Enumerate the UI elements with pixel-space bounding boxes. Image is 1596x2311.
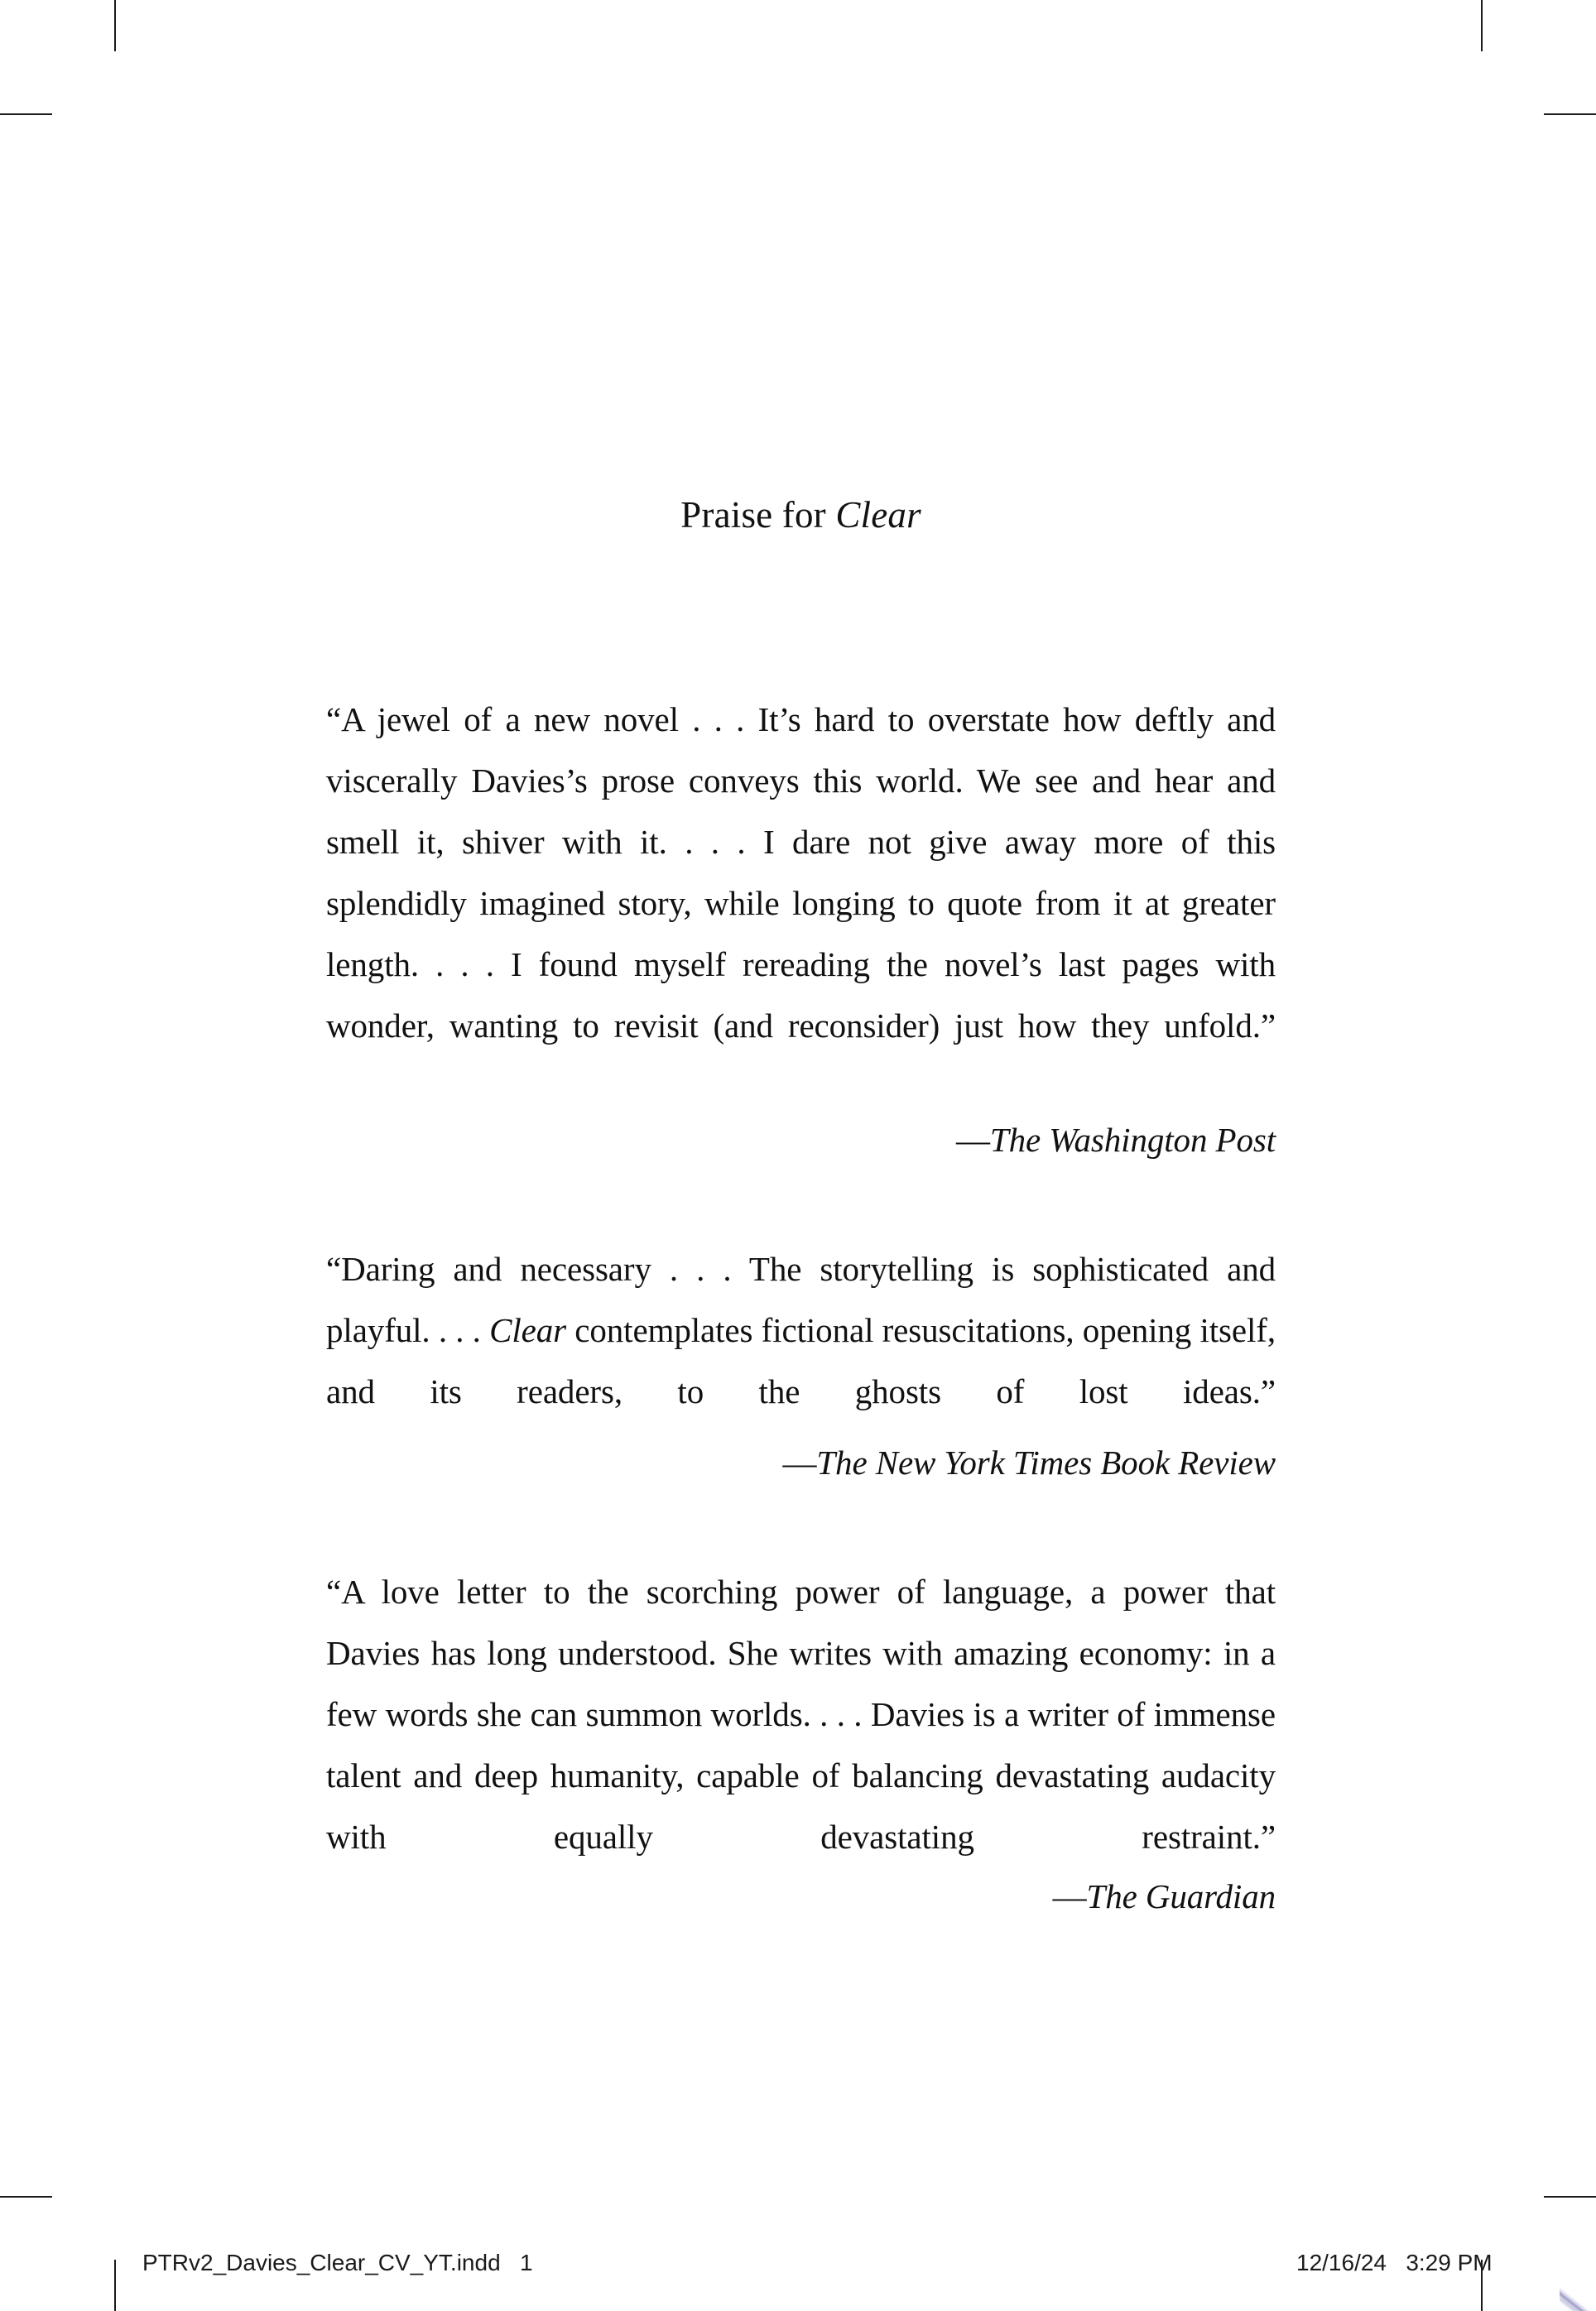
attribution-source: The Washington Post <box>989 1121 1276 1159</box>
crop-mark-bottom-right-horizontal <box>1544 2196 1596 2198</box>
crop-mark-top-left-vertical <box>114 0 116 51</box>
blurb-attribution <box>326 1109 1276 1170</box>
blurb-text-part-2: contemplates fictional resuscitations, opening itself, and its readers, to the ghosts of lost ideas.” <box>326 1311 1276 1410</box>
corner-fold-shadow <box>1560 2296 1588 2311</box>
attribution-dash: — <box>955 1121 990 1159</box>
crop-mark-top-left-horizontal <box>0 113 52 115</box>
blurb-text-part-1: “A love letter to the scorching power of language, a power that Davies has long understood. She writes with amazing economy: in a few words she can summon worlds. . . . Davies is a writer of immense talent and deep humanity, capable of balancing devastating audacity with equally devastating restraint.” <box>326 1573 1276 1856</box>
page-title <box>326 495 1276 536</box>
blurb-attribution <box>326 1432 1276 1493</box>
blurb-quote-text <box>326 689 1276 1117</box>
crop-mark-bottom-left-vertical <box>114 2260 116 2311</box>
footer-filename: PTRv2_Davies_Clear_CV_YT.indd 1 <box>142 2250 533 2275</box>
blurb-text-part-1: “Daring and necessary . . . The storytelling is sophisticated and playful. . . . <box>326 1250 1276 1349</box>
corner-fold-highlight <box>1560 2285 1596 2311</box>
page-title-prefix: Praise for <box>680 494 836 536</box>
crop-mark-bottom-left-horizontal <box>0 2196 52 2198</box>
attribution-dash: — <box>782 1444 817 1482</box>
page-title-book-name: Clear <box>835 494 921 536</box>
blurb-attribution <box>326 1866 1276 1927</box>
blurb-quote <box>326 689 1276 1117</box>
crop-mark-top-right-vertical <box>1481 0 1483 51</box>
page-corner-artifact <box>1560 2283 1596 2311</box>
crop-mark-top-right-horizontal <box>1544 113 1596 115</box>
attribution-source: The Guardian <box>1086 1877 1276 1915</box>
footer-timestamp: 12/16/24 3:29 PM <box>1296 2250 1493 2275</box>
blurb-text-part-1: “A jewel of a new novel . . . It’s hard to overstate how deftly and viscerally Davies’s prose conveys this world. We see and hear and smell it, shiver with it. . . . I dare not give away more of this splendidly imagined story, while longing to quote from it at greater length. . . . I found myself rereading the novel’s last pages with wonder, wanting to revisit (and reconsider) just how they unfold.” <box>326 700 1276 1045</box>
blurb-italic-term: Clear <box>489 1311 566 1349</box>
attribution-source: The New York Times Book Review <box>816 1444 1276 1482</box>
attribution-dash: — <box>1052 1877 1087 1915</box>
